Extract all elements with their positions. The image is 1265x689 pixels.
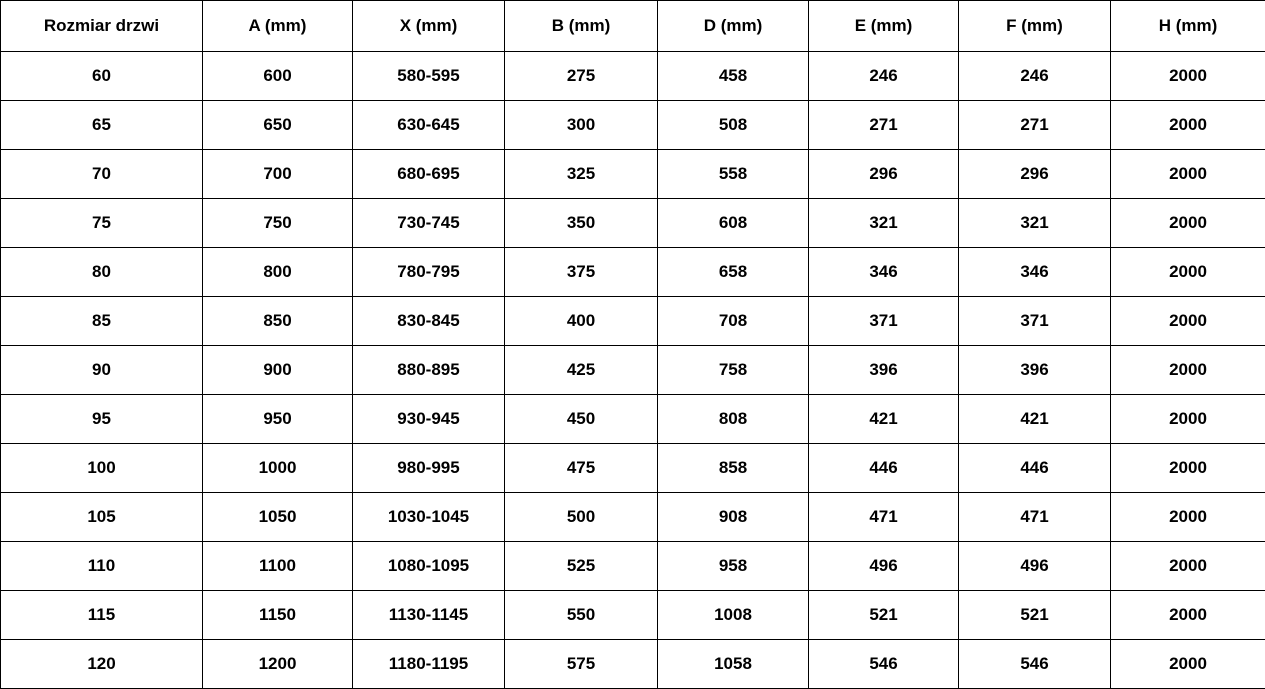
column-header-h: H (mm) [1111,1,1265,52]
cell-door-size: 90 [1,346,203,395]
column-header-b: B (mm) [505,1,658,52]
cell-a: 650 [203,101,353,150]
cell-door-size: 115 [1,591,203,640]
cell-e: 521 [809,591,959,640]
cell-h: 2000 [1111,542,1265,591]
cell-a: 700 [203,150,353,199]
cell-x: 1080-1095 [353,542,505,591]
table-row [1,640,1265,689]
cell-door-size: 95 [1,395,203,444]
cell-h: 2000 [1111,493,1265,542]
cell-d: 1058 [658,640,809,689]
cell-d: 808 [658,395,809,444]
table-header-row [1,1,1265,52]
cell-f: 546 [959,640,1111,689]
cell-f: 421 [959,395,1111,444]
cell-x: 980-995 [353,444,505,493]
cell-a: 1100 [203,542,353,591]
cell-x: 630-645 [353,101,505,150]
cell-b: 275 [505,52,658,101]
table-row [1,52,1265,101]
cell-b: 525 [505,542,658,591]
column-header-f: F (mm) [959,1,1111,52]
cell-f: 321 [959,199,1111,248]
table-body [1,52,1265,689]
cell-b: 400 [505,297,658,346]
cell-e: 471 [809,493,959,542]
cell-h: 2000 [1111,199,1265,248]
cell-d: 608 [658,199,809,248]
table-row [1,150,1265,199]
cell-e: 446 [809,444,959,493]
cell-a: 800 [203,248,353,297]
cell-a: 950 [203,395,353,444]
cell-a: 750 [203,199,353,248]
cell-d: 958 [658,542,809,591]
table-row [1,346,1265,395]
cell-e: 421 [809,395,959,444]
cell-f: 271 [959,101,1111,150]
cell-b: 350 [505,199,658,248]
table-row [1,297,1265,346]
cell-e: 321 [809,199,959,248]
cell-b: 425 [505,346,658,395]
cell-x: 1130-1145 [353,591,505,640]
table-row [1,395,1265,444]
cell-d: 1008 [658,591,809,640]
cell-d: 708 [658,297,809,346]
cell-b: 325 [505,150,658,199]
cell-b: 450 [505,395,658,444]
table-row [1,542,1265,591]
cell-a: 1050 [203,493,353,542]
cell-door-size: 110 [1,542,203,591]
cell-b: 550 [505,591,658,640]
cell-door-size: 60 [1,52,203,101]
cell-h: 2000 [1111,640,1265,689]
cell-f: 471 [959,493,1111,542]
cell-door-size: 120 [1,640,203,689]
cell-a: 600 [203,52,353,101]
cell-door-size: 65 [1,101,203,150]
table-header [1,1,1265,52]
cell-x: 1030-1045 [353,493,505,542]
cell-d: 458 [658,52,809,101]
cell-e: 271 [809,101,959,150]
table-row [1,248,1265,297]
cell-f: 396 [959,346,1111,395]
cell-door-size: 80 [1,248,203,297]
cell-h: 2000 [1111,591,1265,640]
cell-x: 930-945 [353,395,505,444]
cell-e: 546 [809,640,959,689]
cell-a: 900 [203,346,353,395]
cell-d: 558 [658,150,809,199]
table-row [1,444,1265,493]
cell-b: 575 [505,640,658,689]
cell-e: 246 [809,52,959,101]
cell-h: 2000 [1111,52,1265,101]
cell-f: 371 [959,297,1111,346]
cell-b: 300 [505,101,658,150]
cell-door-size: 70 [1,150,203,199]
table-row [1,591,1265,640]
cell-h: 2000 [1111,444,1265,493]
cell-door-size: 105 [1,493,203,542]
cell-a: 1200 [203,640,353,689]
cell-d: 758 [658,346,809,395]
table-row [1,101,1265,150]
cell-x: 880-895 [353,346,505,395]
cell-f: 246 [959,52,1111,101]
cell-a: 850 [203,297,353,346]
cell-f: 446 [959,444,1111,493]
cell-e: 396 [809,346,959,395]
cell-e: 371 [809,297,959,346]
cell-d: 508 [658,101,809,150]
column-header-a: A (mm) [203,1,353,52]
cell-f: 521 [959,591,1111,640]
cell-h: 2000 [1111,346,1265,395]
column-header-e: E (mm) [809,1,959,52]
cell-b: 500 [505,493,658,542]
cell-x: 580-595 [353,52,505,101]
table-row [1,493,1265,542]
cell-door-size: 100 [1,444,203,493]
cell-x: 830-845 [353,297,505,346]
cell-door-size: 75 [1,199,203,248]
cell-d: 908 [658,493,809,542]
column-header-x: X (mm) [353,1,505,52]
cell-door-size: 85 [1,297,203,346]
cell-h: 2000 [1111,297,1265,346]
column-header-door-size: Rozmiar drzwi [1,1,203,52]
cell-x: 1180-1195 [353,640,505,689]
cell-a: 1150 [203,591,353,640]
cell-h: 2000 [1111,395,1265,444]
cell-b: 475 [505,444,658,493]
cell-h: 2000 [1111,150,1265,199]
cell-x: 780-795 [353,248,505,297]
cell-x: 680-695 [353,150,505,199]
cell-h: 2000 [1111,248,1265,297]
cell-e: 296 [809,150,959,199]
cell-a: 1000 [203,444,353,493]
table-row [1,199,1265,248]
cell-f: 496 [959,542,1111,591]
column-header-d: D (mm) [658,1,809,52]
cell-f: 296 [959,150,1111,199]
cell-x: 730-745 [353,199,505,248]
cell-e: 346 [809,248,959,297]
cell-f: 346 [959,248,1111,297]
cell-b: 375 [505,248,658,297]
cell-e: 496 [809,542,959,591]
cell-d: 658 [658,248,809,297]
cell-h: 2000 [1111,101,1265,150]
cell-d: 858 [658,444,809,493]
